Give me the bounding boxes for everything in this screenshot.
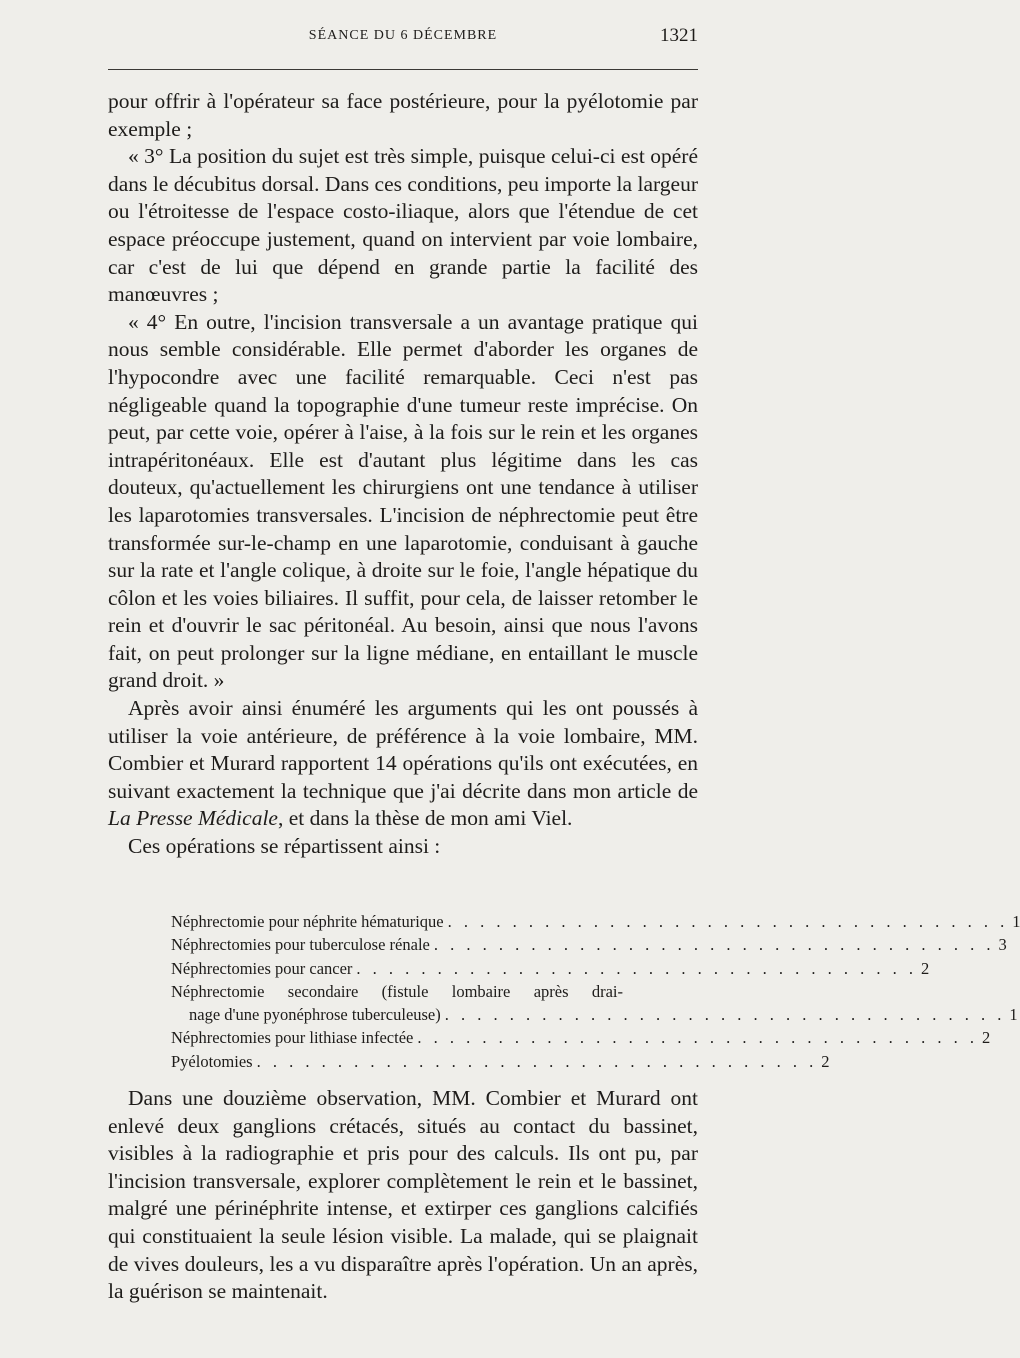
paragraph-table-intro: Ces opérations se répartissent ainsi : [128, 834, 441, 859]
closing-text [108, 1085, 698, 1306]
paragraph-summary-end: , et dans la thèse de mon ami Viel. [277, 806, 573, 831]
paragraph-twelfth-observation: Dans une douzième observation, MM. Combier et Murard ont enlevé deux ganglions crétacés, situés au contact du bassinet, visibles à la radiographie et pris pour des calculs. Ils ont pu, par l'incision transversale, explorer complètement le rein et le bassinet, malgré une périnéphrite intense, et extirper ces ganglions calcifiés qui constituaient la seule lésion visible. La malade, qui se plaignait de vives douleurs, les a vu disparaître après l'opération. Un an après, la guérison se maintenait. [108, 1086, 698, 1304]
row-label: Néphrectomies pour cancer [171, 958, 353, 978]
paragraph-point-4: « 4° En outre, l'incision transversale a un avantage pratique qui nous semble considérable. Elle permet d'aborder les organes de l'hypocondre avec une facilité remarquable. Ceci n'est pas négligeable quand la topographie d'une tumeur reste imprécise. On peut, par cette voie, opérer à l'aise, à la fois sur le rein et les organes intrapéritonéaux. Elle est d'autant plus légitime dans les cas douteux, qu'actuellement les chirurgiens ont une tendance à utiliser les laparotomies transversales. L'incision de néphrectomie peut être transformée sur-le-champ en une laparotomie, conduisant à gauche sur la rate et l'angle colique, à droite sur le foie, l'angle hépatique du côlon et les voies biliaires. Il suffit, pour cela, de laisser retomber le rein et d'ouvrir le sac péritonéal. Au besoin, ainsi que nous l'avons fait, on peut prolonger sur la ligne médiane, en entaillant le muscle grand droit. » [108, 309, 698, 693]
row-count: 2 [921, 958, 930, 978]
table-row [171, 910, 1020, 933]
row-count: 1 [1012, 912, 1020, 931]
table-row [171, 933, 1007, 956]
operations-table [171, 910, 1020, 1073]
header-title: SÉANCE DU 6 DÉCEMBRE [308, 28, 498, 43]
row-label: Pyélotomies [171, 1051, 253, 1071]
row-count: 2 [821, 1051, 830, 1071]
running-header [108, 24, 698, 54]
leader-dots: . . . . . . . . . . . . . . . . . . . . . . . . . . . . . . . . . . . [417, 1028, 978, 1048]
row-count: 1 [1009, 1005, 1018, 1025]
row-label: Néphrectomies pour lithiase infectée [171, 1028, 414, 1048]
leader-dots: . . . . . . . . . . . . . . . . . . . . . . . . . . . . . . . . . . . [444, 1005, 1006, 1025]
paragraph-summary-text: Après avoir ainsi énuméré les arguments qui les ont poussés à utiliser la voie antérieure, de préférence à la voie lombaire, MM. Combier et Murard rapportent 14 opérations qu'ils ont exécutées, en suivant exactement la technique que j'ai décrite dans mon article de [108, 696, 698, 803]
paragraph-continuation: pour offrir à l'opérateur sa face postérieure, pour la pyélotomie par exemple ; [108, 89, 698, 141]
row-count: 3 [998, 935, 1007, 955]
table-row [171, 1003, 1018, 1026]
leader-dots: . . . . . . . . . . . . . . . . . . . . . . . . . . . . . . . . . . . [433, 935, 995, 955]
leader-dots: . . . . . . . . . . . . . . . . . . . . . . . . . . . . . . . . . . . [356, 958, 918, 978]
leader-dots: . . . . . . . . . . . . . . . . . . . . . . . . . . . . . . . . . . . [256, 1051, 818, 1071]
table-row [171, 1026, 991, 1049]
paragraph-summary [108, 695, 698, 833]
main-text [108, 88, 698, 861]
paragraph-point-3: « 3° La position du sujet est très simple, puisque celui-ci est opéré dans le décubitus dorsal. Dans ces conditions, peu importe la largeur ou l'étroitesse de l'espace costo-iliaque, alors que l'étendue de cet espace préoccupe justement, quand on intervient par voie lombaire, car c'est de lui que dépend en grande partie la facilité des manœuvres ; [108, 144, 698, 307]
header-rule [108, 69, 698, 70]
row-count: 2 [982, 1028, 991, 1048]
table-row [171, 957, 930, 980]
table-row [171, 980, 637, 1003]
leader-dots: . . . . . . . . . . . . . . . . . . . . . . . . . . . . . . . . . . . [447, 912, 1009, 931]
row-label: Néphrectomie secondaire (fistule lombaire après drai- [171, 981, 623, 1001]
journal-title: La Presse Médicale [108, 806, 278, 831]
row-label: Néphrectomie pour néphrite hématurique [171, 912, 444, 931]
row-label: Néphrectomies pour tuberculose rénale [171, 935, 430, 955]
table-row [171, 1050, 830, 1073]
page-number: 1321 [660, 25, 698, 46]
row-label: nage d'une pyonéphrose tuberculeuse) [189, 1005, 441, 1025]
